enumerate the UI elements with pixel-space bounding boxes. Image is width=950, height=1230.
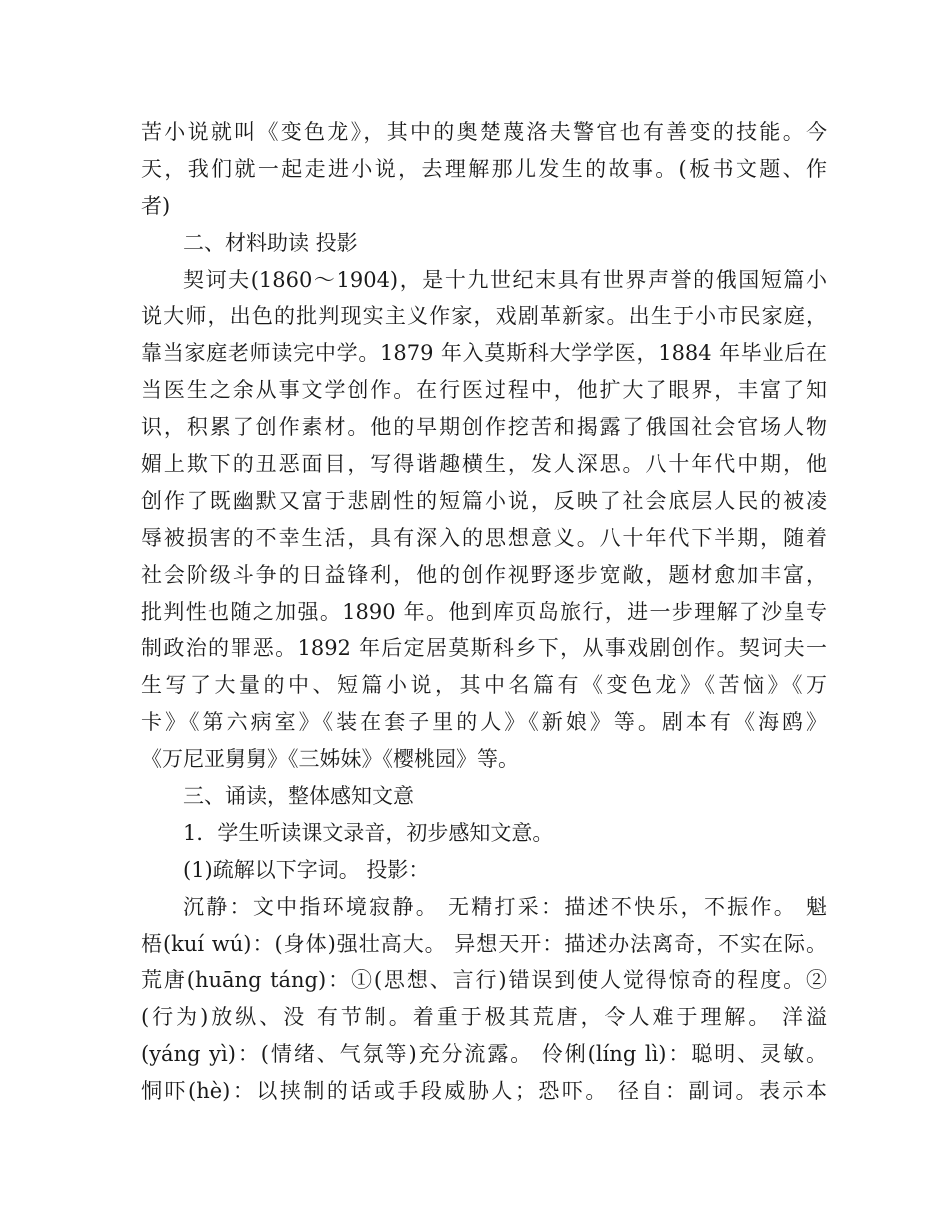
text-line: (行为)放纵、没 有节制。着重于极其荒唐，令人难于理解。 洋溢	[141, 1005, 827, 1030]
text-line: 二、材料助读 投影	[183, 230, 358, 255]
text-line: 辱被损害的不幸生活，具有深入的思想意义。八十年代下半期，随着	[141, 525, 827, 550]
text-line: 者)	[141, 193, 171, 218]
body-text	[141, 114, 827, 1110]
text-line: 社会阶级斗争的日益锋利，他的创作视野逐步宽敞，题材愈加丰富，	[141, 562, 827, 587]
text-line: (1)疏解以下字词。 投影：	[183, 857, 430, 882]
text-line: 制政治的罪恶。1892 年后定居莫斯科乡下，从事戏剧创作。契诃夫一	[141, 636, 827, 661]
text-line: 卡》《第六病室》《装在套子里的人》《新娘》等。剧本有《海鸥》	[141, 710, 827, 735]
text-line: (yáng yì)：(情绪、气氛等)充分流露。 伶俐(líng lì)：聪明、灵敏。	[141, 1042, 827, 1067]
text-line: 说大师，出色的批判现实主义作家，戏剧革新家。出生于小市民家庭，	[141, 304, 827, 329]
text-line: 恫吓(hè)：以挟制的话或手段威胁人；恐吓。 径自：副词。表示本	[141, 1079, 827, 1104]
text-line: 媚上欺下的丑恶面目，写得谐趣横生，发人深思。八十年代中期，他	[141, 452, 827, 477]
text-line: 苦小说就叫《变色龙》，其中的奥楚蔑洛夫警官也有善变的技能。今	[141, 120, 827, 144]
text-line: 天，我们就一起走进小说，去理解那儿发生的故事。(板书文题、作	[141, 156, 827, 181]
text-line: 靠当家庭老师读完中学。1879 年入莫斯科大学学医，1884 年毕业后在	[141, 341, 827, 366]
text-line: 批判性也随之加强。1890 年。他到库页岛旅行，进一步理解了沙皇专	[141, 599, 827, 624]
text-line: 三、诵读，整体感知文意	[183, 784, 414, 809]
text-line: 识，积累了创作素材。他的早期创作挖苦和揭露了俄国社会官场人物	[141, 415, 827, 440]
text-line: 契诃夫(1860～1904)，是十九世纪末具有世界声誉的俄国短篇小	[183, 267, 827, 292]
text-line: 生写了大量的中、短篇小说，其中名篇有《变色龙》《苦恼》《万	[141, 673, 827, 698]
text-line: 沉静：文中指环境寂静。 无精打采：描述不快乐，不振作。 魁	[183, 894, 827, 919]
text-line: 《万尼亚舅舅》《三姊妹》《樱桃园》等。	[141, 747, 519, 772]
text-line: 创作了既幽默又富于悲剧性的短篇小说，反映了社会底层人民的被凌	[141, 488, 827, 513]
text-line: 梧(kuí wú)：(身体)强壮高大。 异想天开：描述办法离奇，不实在际。	[141, 931, 827, 956]
text-line: 荒唐(huāng táng)：①(思想、言行)错误到使人觉得惊奇的程度。②	[141, 968, 827, 993]
text-line: 当医生之余从事文学创作。在行医过程中，他扩大了眼界，丰富了知	[141, 378, 827, 403]
text-line: 1．学生听读课文录音，初步感知文意。	[183, 820, 554, 845]
